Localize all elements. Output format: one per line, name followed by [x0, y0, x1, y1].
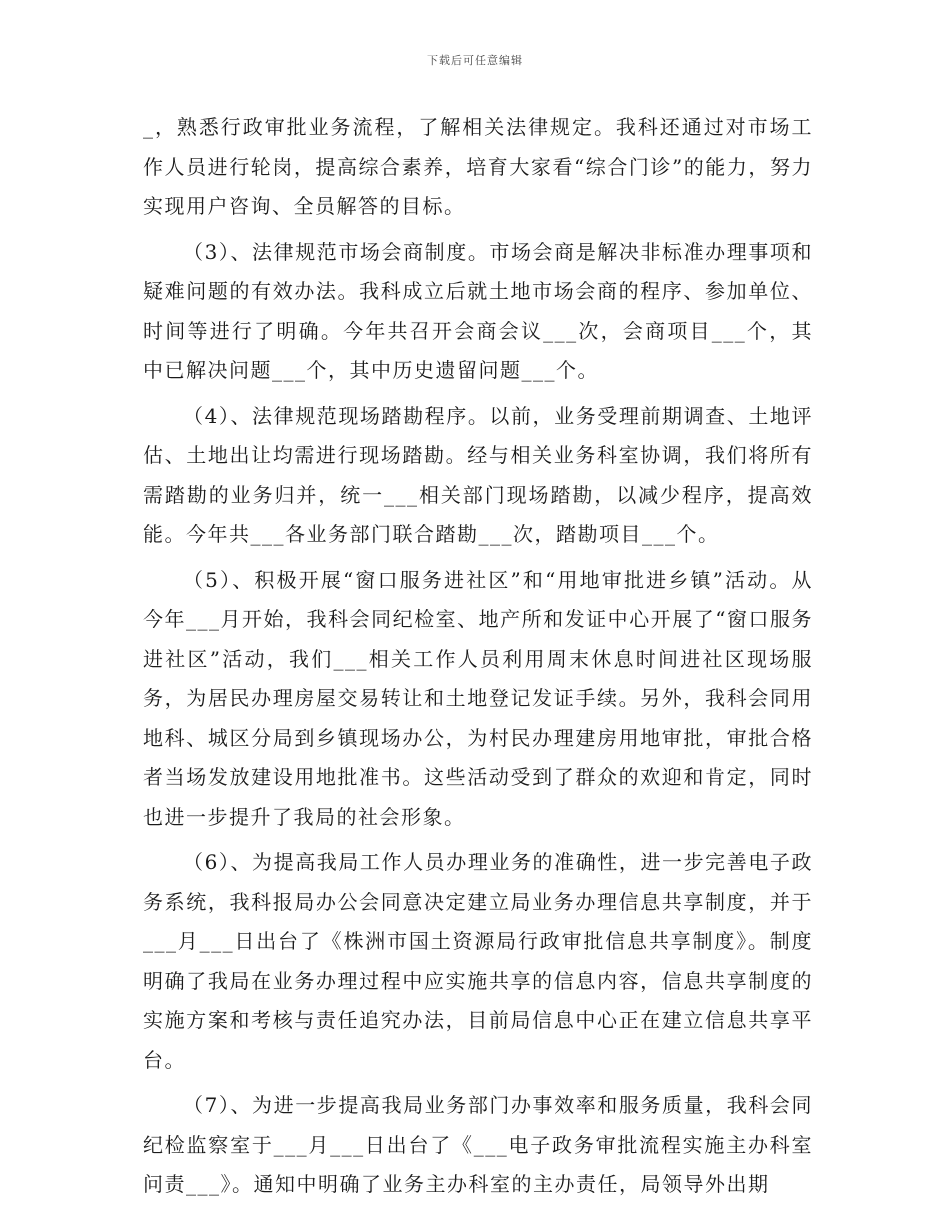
page-header-note: 下载后可任意编辑 — [427, 54, 523, 67]
paragraph-item-4: （4）、法律规范现场踏勘程序。以前，业务受理前期调查、土地评估、土地出让均需进行现场踏勘。经与相关业务科室协调，我们将所有需踏勘的业务归并，统一___相关部门现场踏勘，以减少程序，提高效能。今年共___各业务部门联合踏勘___次，踏勘项目___个。 — [143, 403, 813, 546]
document-body — [143, 108, 813, 1211]
paragraph-item-3: （3）、法律规范市场会商制度。市场会商是解决非标准办理事项和疑难问题的有效办法。我科成立后就土地市场会商的程序、参加单位、时间等进行了明确。今年共召开会商会议___次，会商项目___个，其中已解决问题___个，其中历史遗留问题___个。 — [143, 239, 813, 382]
paragraph-item-6: （6）、为提高我局工作人员办理业务的准确性，进一步完善电子政务系统，我科报局办公会同意决定建立局业务办理信息共享制度，并于___月___日出台了《株洲市国土资源局行政审批信息共享制度》。制度明确了我局在业务办理过程中应实施共享的信息内容，信息共享制度的实施方案和考核与责任追究办法，目前局信息中心正在建立信息共享平台。 — [143, 850, 813, 1072]
paragraph-item-5: （5）、积极开展“窗口服务进社区”和“用地审批进乡镇”活动。从今年___月开始，我科会同纪检室、地产所和发证中心开展了“窗口服务进社区”活动，我们___相关工作人员利用周末休息时间进社区现场服务，为居民办理房屋交易转让和土地登记发证手续。另外，我科会同用地科、城区分局到乡镇现场办公，为村民办理建房用地审批，审批合格者当场发放建设用地批准书。这些活动受到了群众的欢迎和肯定，同时也进一步提升了我局的社会形象。 — [143, 567, 813, 829]
paragraph-item-7: （7）、为进一步提高我局业务部门办事效率和服务质量，我科会同纪检监察室于___月___日出台了《___电子政务审批流程实施主办科室问责___》。通知中明确了业务主办科室的主办责任，局领导外出期 — [143, 1093, 813, 1196]
paragraph-continued: _，熟悉行政审批业务流程，了解相关法律规定。我科还通过对市场工作人员进行轮岗，提高综合素养，培育大家看“综合门诊”的能力，努力实现用户咨询、全员解答的目标。 — [143, 115, 813, 218]
